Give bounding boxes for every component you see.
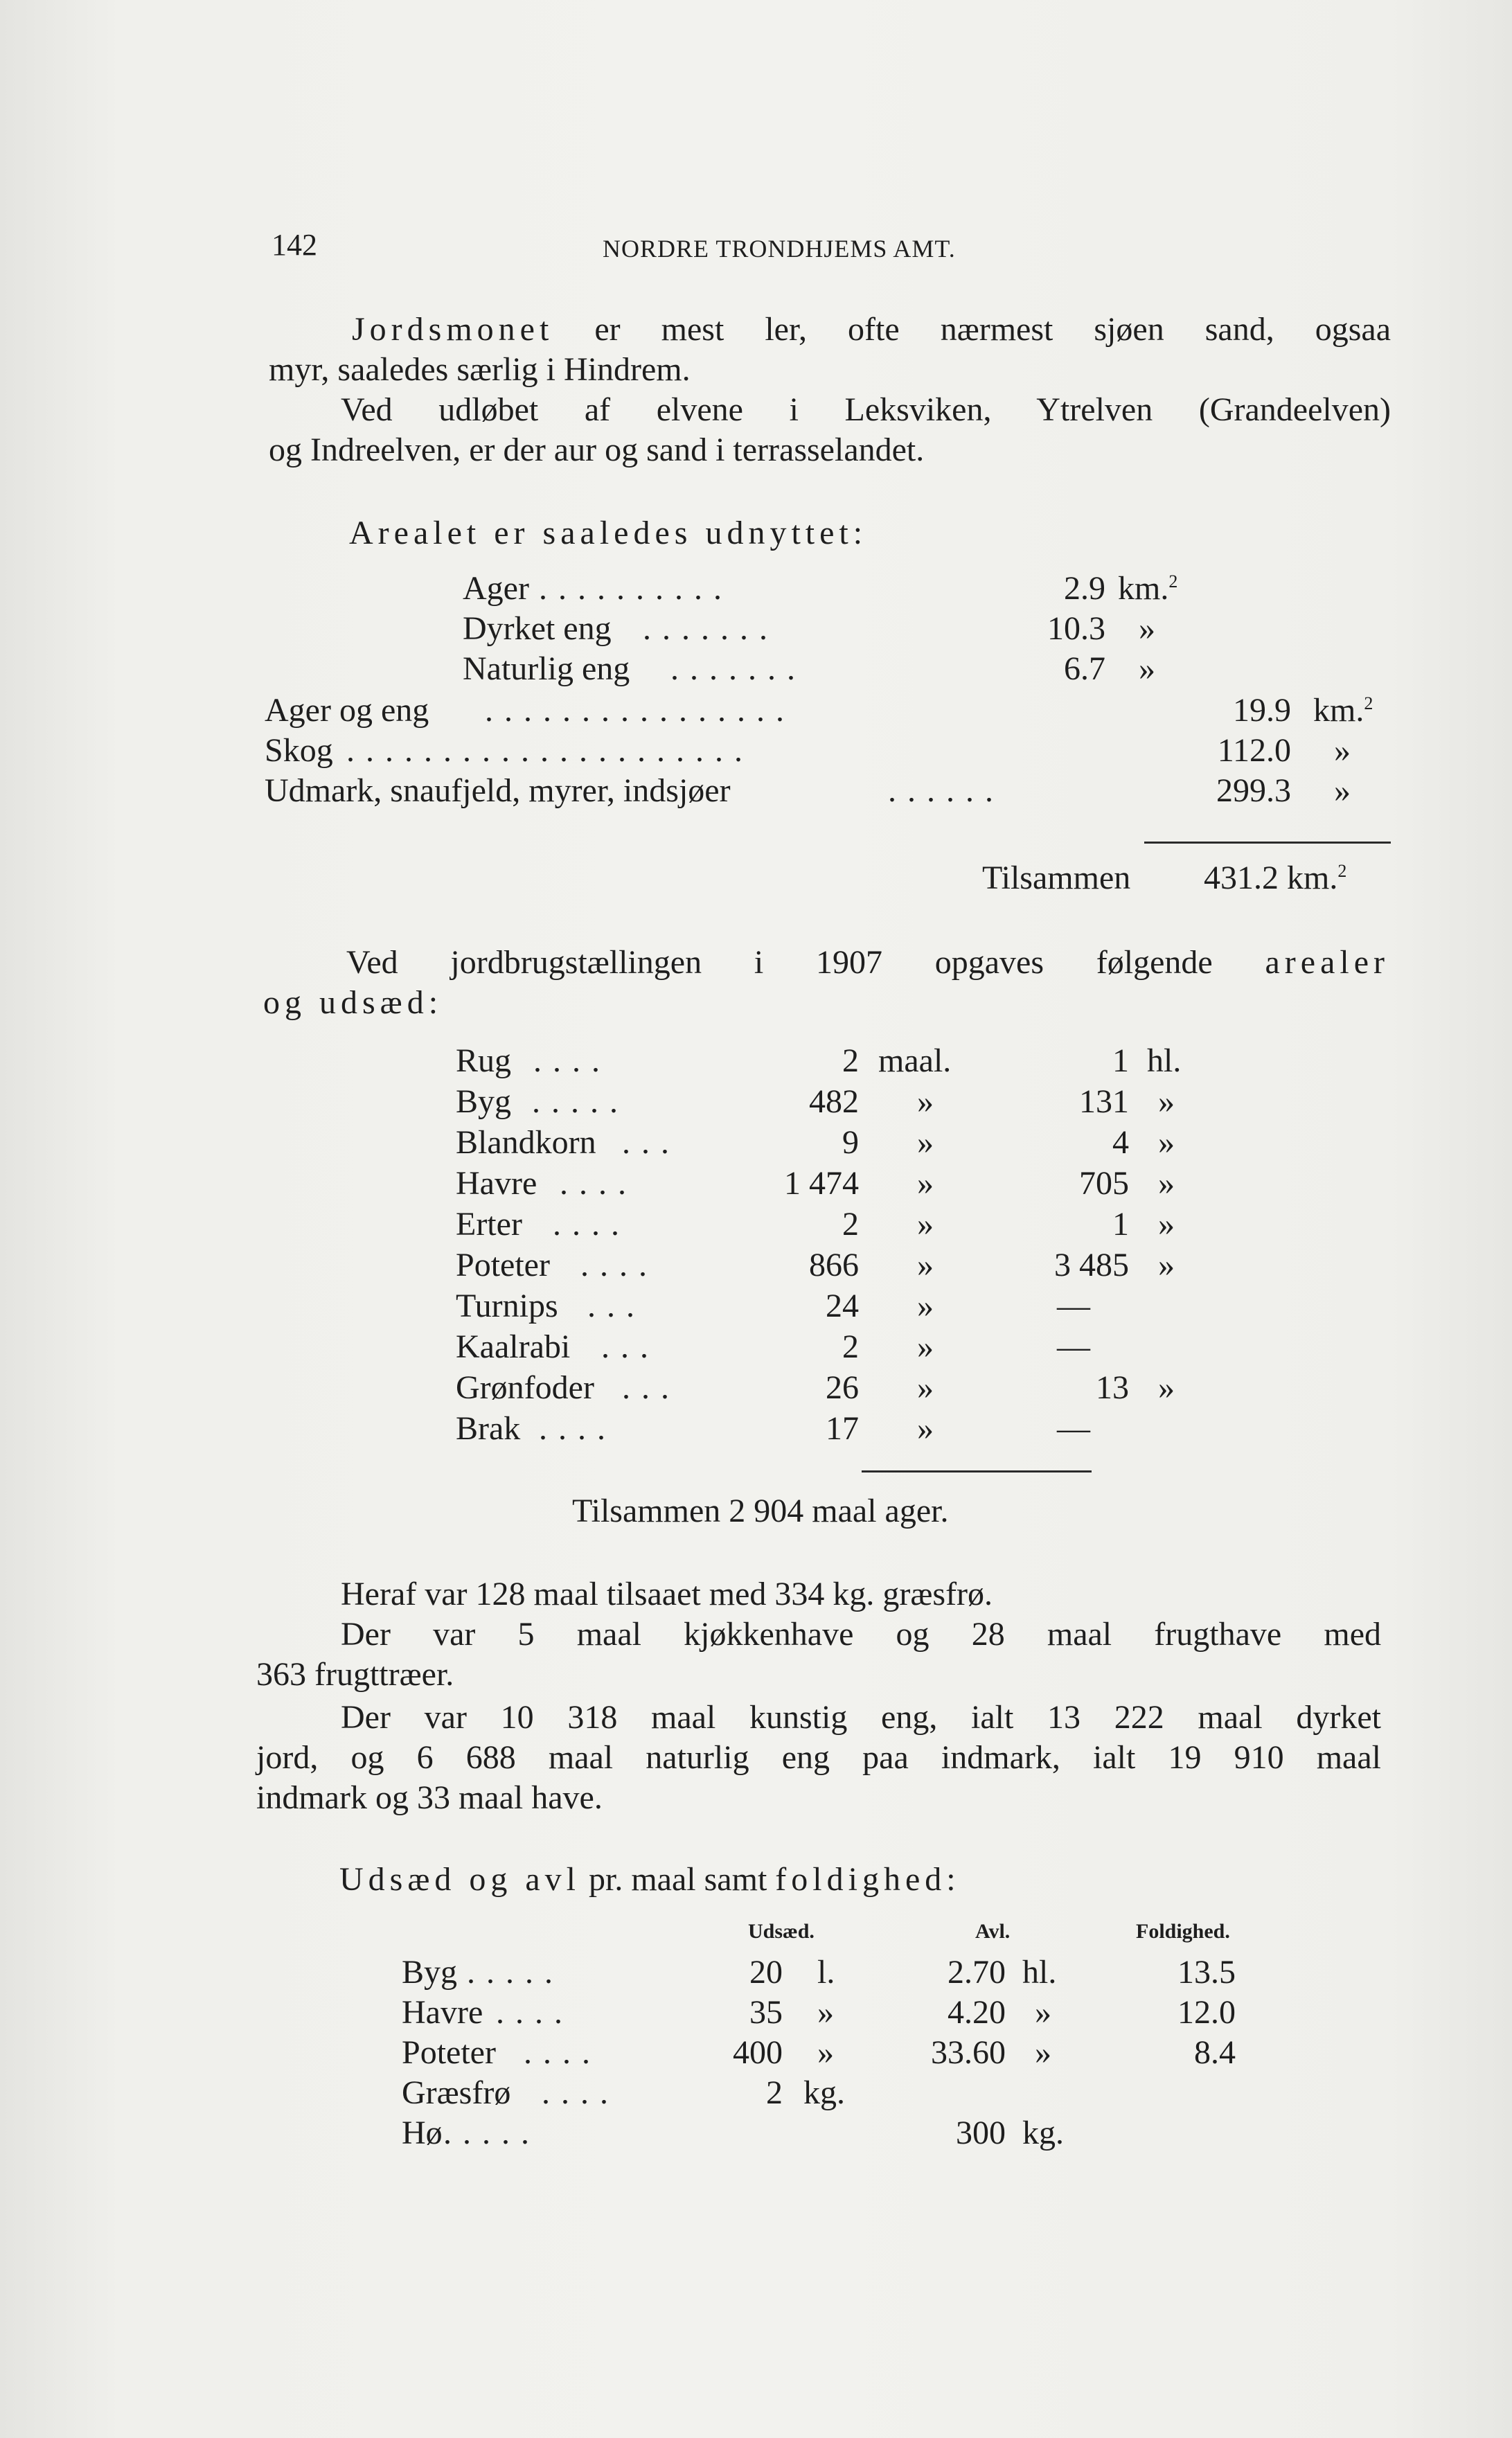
intro-line-1 <box>352 310 1391 349</box>
census-dots: . . . . <box>533 1042 601 1079</box>
yield-crop: Byg <box>402 1954 458 1991</box>
census-intro-line-2: og udsæd: <box>263 984 443 1021</box>
yield-unit: kg. <box>1022 2115 1064 2151</box>
census-seed: — <box>1057 1410 1090 1447</box>
census-seed: 1 <box>1112 1206 1129 1243</box>
paragraph-garden-line-2: 363 frugttræer. <box>256 1656 454 1693</box>
yield-fold: 13.5 <box>1177 1954 1236 1991</box>
area-main-unit <box>1313 691 1373 730</box>
census-crop: Poteter <box>456 1247 550 1283</box>
yield-fold: 8.4 <box>1194 2034 1236 2071</box>
census-crop: Havre <box>456 1165 537 1202</box>
census-area: 26 <box>826 1369 859 1406</box>
yield-heading <box>339 1860 961 1899</box>
intro-line-1-rest: er mest ler, ofte nærmest sjøen sand, ogsaa <box>594 311 1391 348</box>
area-sub-unit <box>1118 569 1177 608</box>
census-crop: Byg <box>456 1083 512 1120</box>
yield-crop: Hø <box>402 2115 443 2151</box>
intro-spaced-word: Jordsmonet <box>352 311 554 348</box>
yield-heading-mid: pr. maal samt <box>589 1861 767 1898</box>
yield-heading-spaced-2: foldighed: <box>775 1861 961 1898</box>
yield-value: 4.20 <box>948 1994 1006 2031</box>
census-area: 2 <box>842 1042 859 1079</box>
col-head-fold: Foldighed. <box>1136 1920 1230 1943</box>
census-crop: Erter <box>456 1206 522 1243</box>
area-sub-label: Ager <box>463 570 529 607</box>
yield-seed-unit: » <box>817 2034 834 2071</box>
unit-text: km. <box>1118 570 1169 607</box>
area-sub-unit <box>1139 650 1155 688</box>
census-seed: 3 485 <box>1054 1247 1129 1283</box>
census-seed: 13 <box>1096 1369 1129 1406</box>
intro-line-3: Ved udløbet af elvene i Leksviken, Ytrelven (Grandeelven) <box>341 391 1391 428</box>
census-dots: . . . . <box>539 1410 607 1447</box>
yield-seed: 2 <box>766 2074 783 2111</box>
census-seed-unit: hl. <box>1147 1042 1182 1079</box>
census-total: Tilsammen 2 904 maal ager. <box>572 1493 949 1529</box>
census-seed-unit: » <box>1158 1124 1175 1161</box>
area-main-value: 112.0 <box>1217 732 1291 769</box>
yield-value: 33.60 <box>931 2034 1006 2071</box>
area-sub-value: 6.7 <box>1064 650 1105 687</box>
yield-value: 2.70 <box>948 1954 1006 1991</box>
census-crop: Grønfoder <box>456 1369 594 1406</box>
yield-heading-spaced-1: Udsæd og avl <box>339 1861 580 1898</box>
census-seed-unit: » <box>1158 1083 1175 1120</box>
area-total-label: Tilsammen <box>982 860 1131 896</box>
unit-text: km. <box>1313 692 1364 729</box>
paragraph-garden-line-1: Der var 5 maal kjøkkenhave og 28 maal frugthave med <box>341 1616 1381 1653</box>
area-sub-value: 2.9 <box>1064 570 1105 607</box>
census-seed-unit: » <box>1158 1206 1175 1243</box>
census-seed: — <box>1057 1288 1090 1324</box>
census-seed-unit: » <box>1158 1165 1175 1202</box>
area-sub-label: Dyrket eng <box>463 610 612 647</box>
yield-seed: 20 <box>749 1954 783 1991</box>
col-head-yield: Avl. <box>975 1920 1011 1943</box>
unit-text: » <box>1139 610 1155 647</box>
unit-text: » <box>1334 772 1351 809</box>
census-dots: . . . <box>601 1328 650 1365</box>
yield-dots: . . . . <box>524 2034 592 2071</box>
yield-seed: 400 <box>733 2034 783 2071</box>
unit-text: » <box>1334 732 1351 769</box>
census-seed: 705 <box>1079 1165 1129 1202</box>
area-sub-label: Naturlig eng <box>463 650 630 687</box>
yield-seed-unit: » <box>817 1994 834 2031</box>
census-seed-unit: » <box>1158 1369 1175 1406</box>
area-total-unit: km. <box>1287 860 1338 896</box>
census-area-unit: » <box>917 1124 934 1161</box>
area-main-dots: . . . . . . . . . . . . . . . . <box>485 692 785 729</box>
yield-unit: » <box>1035 2034 1051 2071</box>
running-title: NORDRE TRONDHJEMS AMT. <box>603 235 956 263</box>
census-area-unit: » <box>917 1288 934 1324</box>
area-main-unit <box>1334 731 1351 770</box>
census-area-unit: » <box>917 1328 934 1365</box>
paragraph-meadow-line-3: indmark og 33 maal have. <box>256 1779 603 1816</box>
yield-fold: 12.0 <box>1177 1994 1236 2031</box>
census-crop: Blandkorn <box>456 1124 596 1161</box>
area-main-value: 299.3 <box>1216 772 1291 809</box>
census-area-unit: » <box>917 1410 934 1447</box>
area-sub-value: 10.3 <box>1047 610 1105 647</box>
area-sub-dots: . . . . . . . <box>643 610 769 647</box>
census-intro-line-1 <box>346 943 1389 982</box>
census-seed: 1 <box>1112 1042 1129 1079</box>
census-dots: . . . . <box>560 1165 628 1202</box>
yield-seed-unit: kg. <box>803 2074 845 2111</box>
census-crop: Kaalrabi <box>456 1328 571 1365</box>
col-head-seed: Udsæd. <box>748 1920 815 1943</box>
area-total-rule <box>1144 842 1391 844</box>
paragraph-seed: Heraf var 128 maal tilsaaet med 334 kg. græsfrø. <box>341 1576 993 1612</box>
census-area-unit: » <box>917 1206 934 1243</box>
yield-dots: . . . . <box>542 2074 610 2111</box>
census-area: 17 <box>826 1410 859 1447</box>
area-main-label: Skog <box>265 732 333 769</box>
census-area: 2 <box>842 1328 859 1365</box>
yield-crop: Havre <box>402 1994 483 2031</box>
census-area: 2 <box>842 1206 859 1243</box>
area-main-unit <box>1334 772 1351 810</box>
census-dots: . . . . <box>580 1247 648 1283</box>
census-area-unit: maal. <box>878 1042 952 1079</box>
yield-seed-unit: l. <box>817 1954 835 1991</box>
unit-sup: 2 <box>1168 571 1178 591</box>
yield-seed: 35 <box>749 1994 783 2031</box>
area-sub-dots: . . . . . . . . . . <box>539 570 723 607</box>
census-total-rule <box>862 1470 1092 1472</box>
area-main-dots: . . . . . . <box>888 772 995 809</box>
yield-unit: » <box>1035 1994 1051 2031</box>
census-area-unit: » <box>917 1083 934 1120</box>
census-dots: . . . <box>587 1288 636 1324</box>
yield-crop: Græsfrø <box>402 2074 511 2111</box>
census-dots: . . . <box>622 1124 670 1161</box>
census-dots: . . . <box>622 1369 670 1406</box>
census-dots: . . . . <box>553 1206 621 1243</box>
yield-unit: hl. <box>1022 1954 1057 1991</box>
area-main-label: Udmark, snaufjeld, myrer, indsjøer <box>265 772 731 809</box>
census-area-unit: » <box>917 1247 934 1283</box>
yield-crop: Poteter <box>402 2034 496 2071</box>
census-dots: . . . . . <box>532 1083 619 1120</box>
census-seed: 4 <box>1112 1124 1129 1161</box>
area-main-dots: . . . . . . . . . . . . . . . . . . . . . <box>346 732 744 769</box>
census-area: 24 <box>826 1288 859 1324</box>
census-area-unit: » <box>917 1369 934 1406</box>
yield-value: 300 <box>956 2115 1006 2151</box>
area-main-value: 19.9 <box>1233 692 1291 729</box>
unit-text: » <box>1139 650 1155 687</box>
area-sub-unit <box>1139 610 1155 648</box>
area-main-label: Ager og eng <box>265 692 429 729</box>
yield-dots: . . . . <box>496 1994 564 2031</box>
census-intro-text: Ved jordbrugstællingen i 1907 opgaves følgende <box>346 944 1213 981</box>
census-crop: Turnips <box>456 1288 558 1324</box>
census-area-unit: » <box>917 1165 934 1202</box>
census-area: 866 <box>809 1247 859 1283</box>
census-seed: 131 <box>1079 1083 1129 1120</box>
area-total-sup: 2 <box>1337 861 1347 881</box>
area-sub-dots: . . . . . . . <box>670 650 797 687</box>
census-area: 1 474 <box>784 1165 859 1202</box>
census-intro-spaced: arealer <box>1265 944 1390 981</box>
page-number: 142 <box>272 228 317 262</box>
paragraph-meadow-line-2: jord, og 6 688 maal naturlig eng paa indmark, ialt 19 910 maal <box>256 1739 1381 1776</box>
unit-sup: 2 <box>1364 693 1373 713</box>
census-crop: Brak <box>456 1410 521 1447</box>
area-total-value <box>1204 859 1346 898</box>
yield-dots: . . . . . <box>443 2115 531 2151</box>
intro-line-4: og Indreelven, er der aur og sand i terrasselandet. <box>269 431 925 468</box>
census-area: 482 <box>809 1083 859 1120</box>
paragraph-meadow-line-1: Der var 10 318 maal kunstig eng, ialt 13 222 maal dyrket <box>341 1699 1381 1736</box>
census-crop: Rug <box>456 1042 512 1079</box>
census-area: 9 <box>842 1124 859 1161</box>
census-seed: — <box>1057 1328 1090 1365</box>
area-heading: Arealet er saaledes udnyttet: <box>349 515 868 551</box>
intro-line-2: myr, saaledes særlig i Hindrem. <box>269 351 691 388</box>
census-seed-unit: » <box>1158 1247 1175 1283</box>
yield-dots: . . . . . <box>467 1954 554 1991</box>
area-total-number: 431.2 <box>1204 860 1279 896</box>
